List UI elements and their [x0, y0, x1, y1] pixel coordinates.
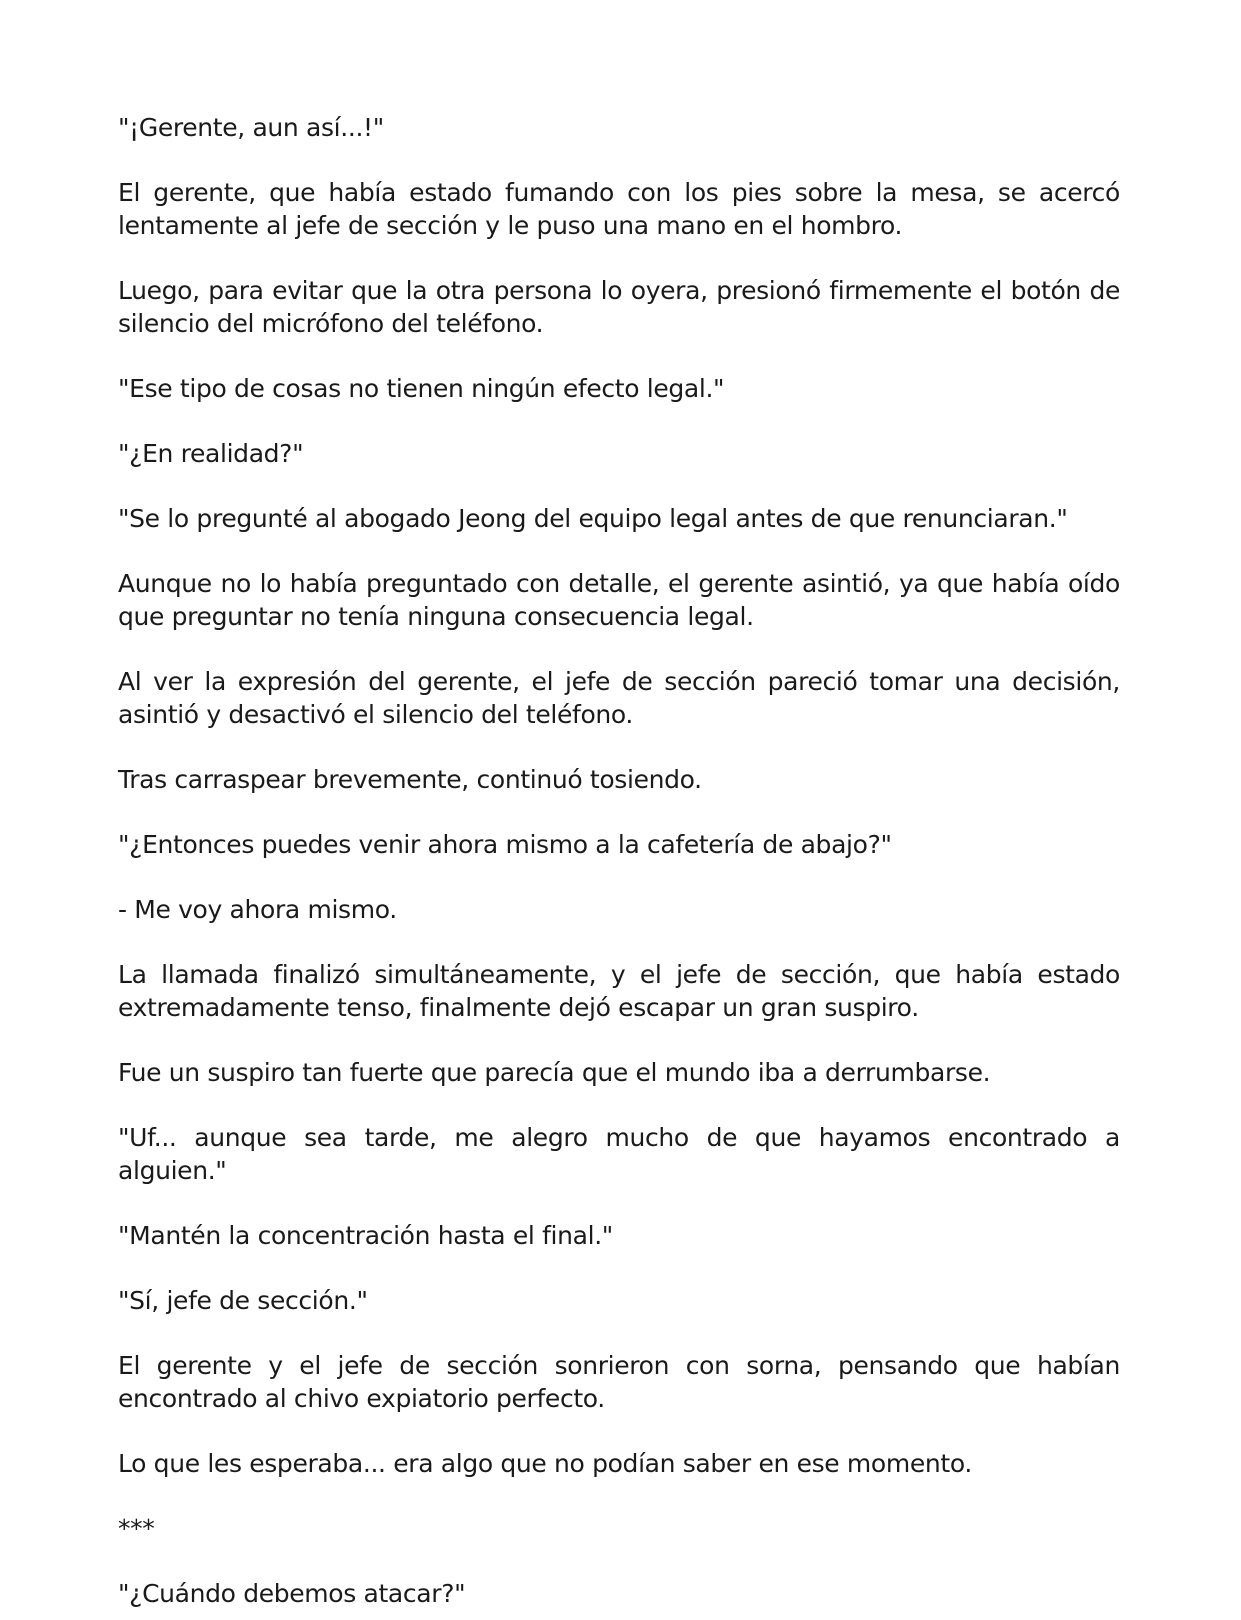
- paragraph: El gerente y el jefe de sección sonrieron con sorna, pensando que habían encontrado al chivo expiatorio perfecto.: [118, 1351, 1120, 1413]
- paragraph: Al ver la expresión del gerente, el jefe de sección pareció tomar una decisión, asintió y desactivó el silencio del teléfono.: [118, 667, 1120, 729]
- section-break: ***: [118, 1514, 155, 1543]
- paragraph: "¡Gerente, aun así...!": [118, 113, 384, 142]
- paragraph: Fue un suspiro tan fuerte que parecía que el mundo iba a derrumbarse.: [118, 1058, 991, 1087]
- paragraph: "¿Cuándo debemos atacar?": [118, 1579, 466, 1608]
- paragraph: "Mantén la concentración hasta el final.": [118, 1221, 613, 1250]
- paragraph: "Ese tipo de cosas no tienen ningún efecto legal.": [118, 374, 725, 403]
- paragraph: Tras carraspear brevemente, continuó tosiendo.: [118, 765, 702, 794]
- paragraph: Lo que les esperaba... era algo que no podían saber en ese momento.: [118, 1449, 972, 1478]
- paragraph: Luego, para evitar que la otra persona lo oyera, presionó firmemente el botón de silencio del micrófono del teléfono.: [118, 276, 1120, 338]
- paragraph: "¿Entonces puedes venir ahora mismo a la cafetería de abajo?": [118, 830, 892, 859]
- document-page: [118, 111, 1120, 1610]
- paragraph: "Uf... aunque sea tarde, me alegro mucho de que hayamos encontrado a alguien.": [118, 1123, 1120, 1185]
- paragraph: "Se lo pregunté al abogado Jeong del equipo legal antes de que renunciaran.": [118, 504, 1068, 533]
- paragraph: "¿En realidad?": [118, 439, 304, 468]
- paragraph: La llamada finalizó simultáneamente, y el jefe de sección, que había estado extremadamente tenso, finalmente dejó escapar un gran suspiro.: [118, 960, 1120, 1022]
- paragraph: - Me voy ahora mismo.: [118, 895, 397, 924]
- paragraph: Aunque no lo había preguntado con detalle, el gerente asintió, ya que había oído que preguntar no tenía ninguna consecuencia legal.: [118, 569, 1120, 631]
- paragraph: El gerente, que había estado fumando con los pies sobre la mesa, se acercó lentamente al jefe de sección y le puso una mano en el hombro.: [118, 178, 1120, 240]
- paragraph: "Sí, jefe de sección.": [118, 1286, 368, 1315]
